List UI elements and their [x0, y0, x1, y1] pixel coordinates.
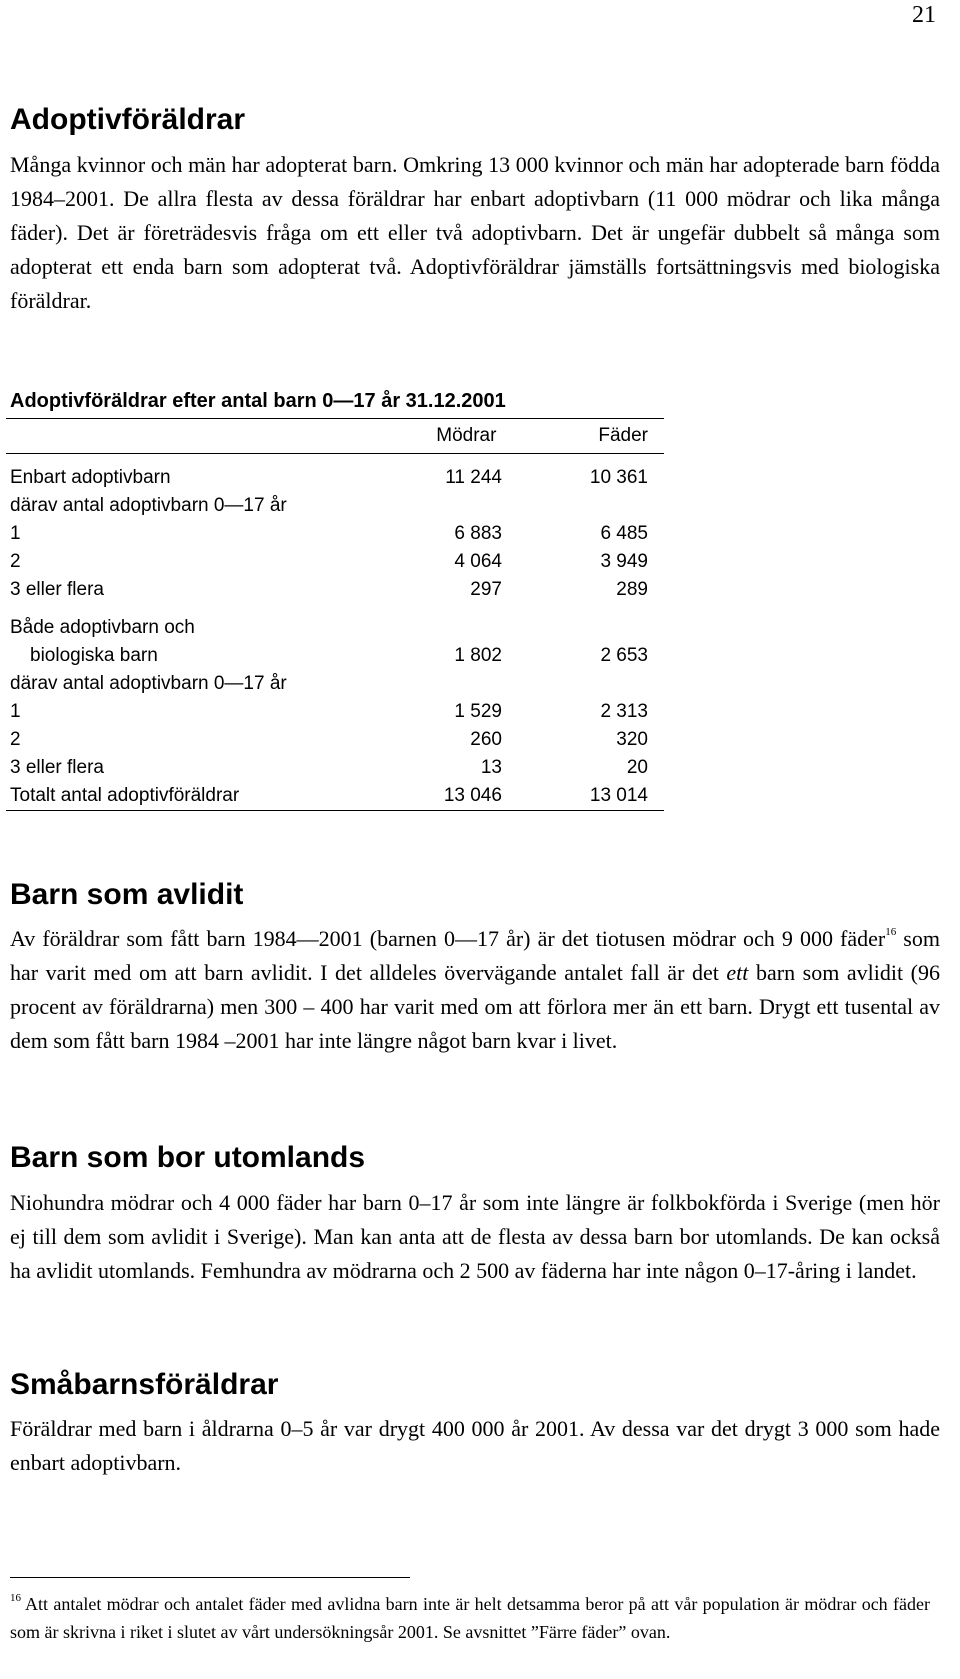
- row-label: 2: [10, 729, 21, 750]
- table-body: [6, 419, 664, 453]
- table-row: [6, 726, 664, 754]
- cell-mothers: [402, 492, 506, 520]
- footnote: [10, 1590, 930, 1646]
- col-header-label: [6, 419, 393, 453]
- cell-mothers: 11 244: [445, 467, 502, 488]
- row-label: Både adoptivbarn och: [10, 617, 195, 638]
- row-label: 3 eller flera: [10, 579, 104, 600]
- table-row: [6, 548, 664, 576]
- adoptive-parents-table: [6, 418, 664, 811]
- row-label: Totalt antal adoptivföräldrar: [10, 785, 240, 806]
- deceased-emphasis: ett: [726, 960, 749, 985]
- row-label: 1: [10, 523, 21, 544]
- cell-fathers: [506, 670, 664, 698]
- section-heading-deceased: Barn som avlidit: [10, 878, 244, 911]
- row-label: 3 eller flera: [10, 757, 104, 778]
- section-body-adoptive: Många kvinnor och män har adopterat barn. Omkring 13 000 kvinnor och män har adopterade barn födda 1984–2001. De allra flesta av dessa föräldrar har enbart adoptivbarn (11 000 mödrar och lika många fäder). Det är företrädesvis fråga om ett eller två adoptivbarn. Det är ungefär dubbelt så många som adopterat ett enda barn som adopterat två. Adoptivföräldrar jämställs fortsättningsvis med biologiska föräldrar.: [10, 152, 940, 313]
- table-row: [6, 520, 664, 548]
- cell-mothers: 1 802: [454, 645, 502, 666]
- row-label: därav antal adoptivbarn 0—17 år: [10, 495, 287, 516]
- table-row: [6, 782, 664, 810]
- cell-mothers: [402, 670, 506, 698]
- section-heading-abroad: Barn som bor utomlands: [10, 1141, 366, 1174]
- table-header-row: [6, 419, 664, 453]
- cell-mothers: 260: [470, 729, 502, 750]
- footnote-text: Att antalet mödrar och antalet fäder med avlidna barn inte är helt detsamma beror på att vår population är mödrar och fäder som är skrivna i riket i slutet av vårt undersökningsår 2001. Se avsnittet ”Färre fäder” ovan.: [10, 1594, 930, 1642]
- table-row: [6, 698, 664, 726]
- table-row: [6, 754, 664, 782]
- table-title: Adoptivföräldrar efter antal barn 0—17 år 31.12.2001: [10, 390, 506, 412]
- table-row: [6, 492, 664, 520]
- row-label: därav antal adoptivbarn 0—17 år: [10, 673, 287, 694]
- col-header-fathers: Fäder: [598, 425, 648, 446]
- section-heading-adoptive: Adoptivföräldrar: [10, 103, 246, 136]
- cell-fathers: 20: [626, 757, 648, 778]
- cell-fathers: 320: [616, 729, 648, 750]
- cell-mothers: 4 064: [454, 551, 502, 572]
- cell-fathers: 3 949: [600, 551, 648, 572]
- row-label: biologiska barn: [30, 645, 158, 666]
- cell-fathers: 13 014: [589, 785, 648, 806]
- table-rows: [6, 454, 664, 810]
- cell-fathers: [506, 492, 664, 520]
- row-label: 2: [10, 551, 21, 572]
- row-label: Enbart adoptivbarn: [10, 467, 171, 488]
- col-header-mothers: Mödrar: [436, 425, 497, 446]
- cell-mothers: 1 529: [454, 701, 502, 722]
- section-heading-toddler: Småbarnsföräldrar: [10, 1368, 279, 1401]
- table-row: [6, 464, 664, 492]
- section-body-abroad: Niohundra mödrar och 4 000 fäder har barn 0–17 år som inte längre är folkbokförda i Sverige (men hör ej till dem som avlidit i Sverige). Man kan anta att de flesta av dessa barn bor utomlands. De kan också ha avlidit utomlands. Femhundra av mödrarna och 2 500 av fäderna har inte någon 0–17-åring i landet.: [10, 1190, 940, 1283]
- table-row: [6, 642, 664, 670]
- table-row: [6, 576, 664, 604]
- table-row: [6, 614, 664, 642]
- footnote-reference: 16: [885, 926, 897, 938]
- cell-mothers: 6 883: [454, 523, 502, 544]
- page-number: 21: [912, 2, 936, 28]
- footnote-number: 16: [10, 1592, 21, 1604]
- footnote-divider: [10, 1577, 410, 1578]
- cell-fathers: 2 313: [600, 701, 648, 722]
- table-row: [6, 670, 664, 698]
- deceased-text-1: Av föräldrar som fått barn 1984—2001 (barnen 0—17 år) är det tiotusen mödrar och 9 000 fäder: [10, 926, 886, 951]
- cell-fathers: 6 485: [600, 523, 648, 544]
- cell-mothers: [402, 614, 506, 642]
- row-label: 1: [10, 701, 21, 722]
- cell-fathers: 10 361: [589, 467, 648, 488]
- deceased-text-3: barn som avlidit (96 procent av föräldrarna) men 300 – 400 har varit med om att förlora mer än ett barn. Drygt ett tusental av dem som fått barn 1984 –2001 har inte längre något barn kvar i livet.: [10, 960, 940, 1053]
- deceased-text-2: som har varit med om att barn avlidit. I det alldeles övervägande antalet fall är det: [10, 926, 940, 985]
- section-body-deceased: [10, 922, 940, 1058]
- section-body-toddler: Föräldrar med barn i åldrarna 0–5 år var drygt 400 000 år 2001. Av dessa var det drygt 3 000 som hade enbart adoptivbarn.: [10, 1416, 940, 1475]
- cell-mothers: 13 046: [443, 785, 502, 806]
- table-bottom-rule: [6, 810, 664, 811]
- cell-mothers: 13: [480, 757, 502, 778]
- cell-fathers: 289: [616, 579, 648, 600]
- cell-fathers: [506, 614, 664, 642]
- cell-mothers: 297: [470, 579, 502, 600]
- cell-fathers: 2 653: [600, 645, 648, 666]
